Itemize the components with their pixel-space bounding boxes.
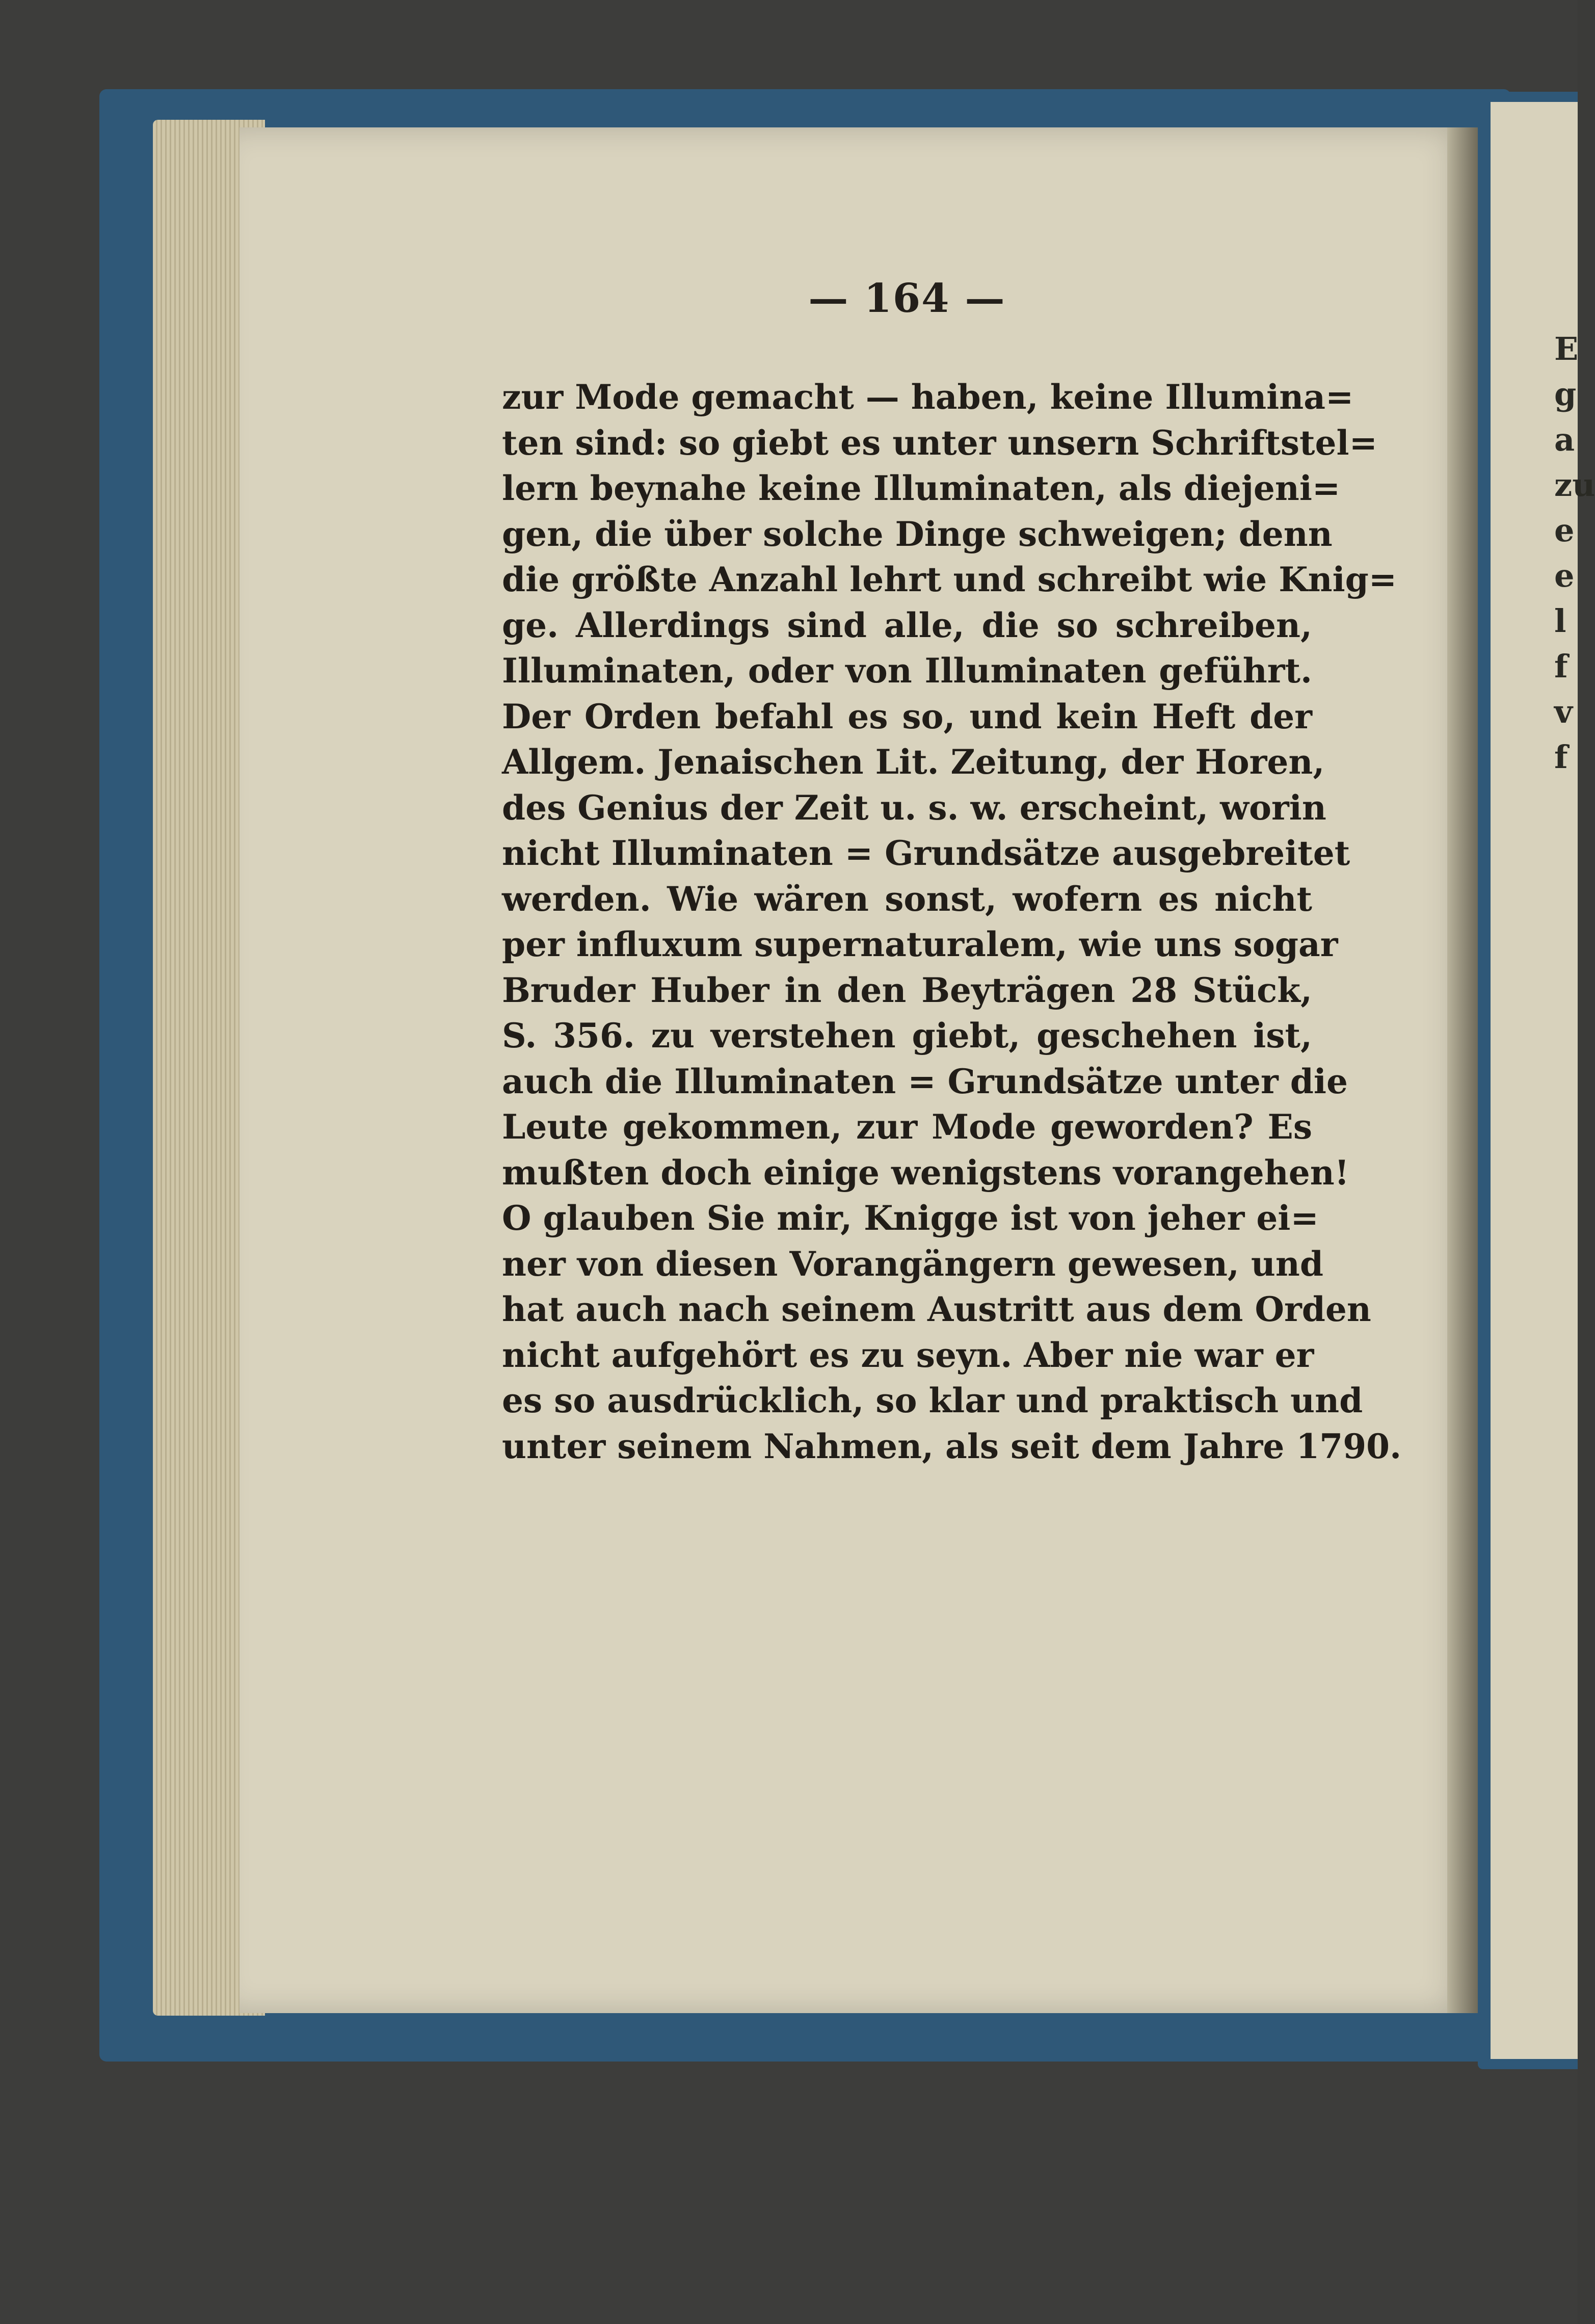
text-line: gen, die über solche Dinge schweigen; denn <box>502 514 1333 554</box>
text-line: mußten doch einige wenigstens vorangehen! <box>502 1152 1349 1193</box>
text-line: lern beynahe keine Illuminaten, als diejeni= <box>502 468 1341 508</box>
text-line: ner von diesen Vorangängern gewesen, und <box>502 1244 1324 1284</box>
facing-page-text: E g a zu e e l f v f <box>1554 330 1595 776</box>
text-line: Allgem. Jenaischen Lit. Zeitung, der Horen, <box>502 742 1325 782</box>
text-line: die größte Anzahl lehrt und schreibt wie Knig= <box>502 560 1397 599</box>
text-line: es so ausdrücklich, so klar und praktisch und <box>502 1381 1363 1420</box>
text-line: nicht aufgehört es zu seyn. Aber nie war er <box>502 1335 1314 1375</box>
text-line: werden. Wie wären sonst, wofern es nicht <box>502 879 1312 919</box>
text-line: hat auch nach seinem Austritt aus dem Orden <box>502 1289 1371 1329</box>
text-line: nicht Illuminaten = Grundsätze ausgebreitet <box>502 833 1350 873</box>
text-line: Illuminaten, oder von Illuminaten geführt. <box>502 651 1312 691</box>
text-line: Der Orden befahl es so, und kein Heft der <box>502 696 1312 736</box>
text-line: per influxum supernaturalem, wie uns sogar <box>502 925 1338 964</box>
page-number: — 164 — <box>808 275 1006 322</box>
page-body-text <box>502 375 1402 1469</box>
book-gutter <box>1447 127 1478 2013</box>
text-line: des Genius der Zeit u. s. w. erscheint, worin <box>502 787 1326 828</box>
text-line: ge. Allerdings sind alle, die so schreiben, <box>502 605 1312 645</box>
text-line: O glauben Sie mir, Knigge ist von jeher ei= <box>502 1198 1319 1238</box>
text-line: Leute gekommen, zur Mode geworden? Es <box>502 1107 1312 1147</box>
text-line: unter seinem Nahmen, als seit dem Jahre 1790. <box>502 1426 1402 1466</box>
text-line: S. 356. zu verstehen giebt, geschehen ist, <box>502 1016 1312 1055</box>
text-line: zur Mode gemacht — haben, keine Illumina= <box>502 377 1354 417</box>
text-line: Bruder Huber in den Beyträgen 28 Stück, <box>502 970 1312 1010</box>
text-line: ten sind: so giebt es unter unsern Schriftstel= <box>502 422 1377 463</box>
text-line: auch die Illuminaten = Grundsätze unter die <box>502 1061 1348 1101</box>
